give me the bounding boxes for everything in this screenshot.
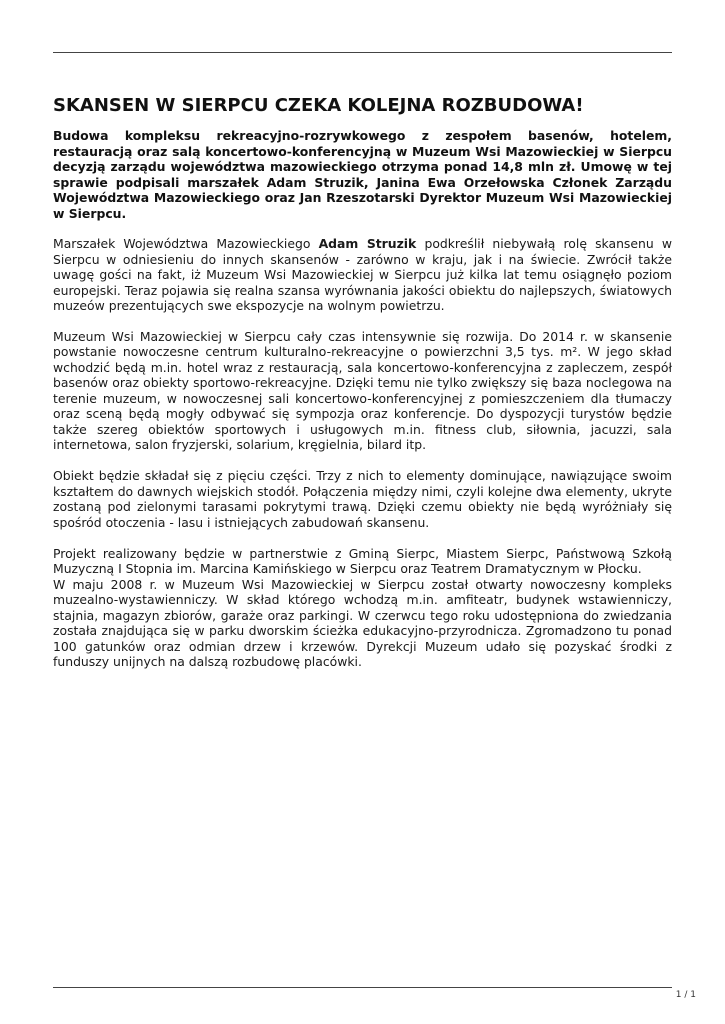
paragraph-2: Muzeum Wsi Mazowieckiej w Sierpcu cały czas intensywnie się rozwija. Do 2014 r. w skansenie powstanie nowoczesne centrum kulturalno-rekreacyjne o powierzchni 3,5 tys. m². W jego skład wchodzić będą m.in. hotel wraz z restauracją, sala koncertowo-konferencyjna z zapleczem, zespół basenów oraz obiekty sportowo-rekreacyjne. Dzięki temu nie tylko zwiększy się baza noclegowa na terenie muzeum, w nowoczesnej sali koncertowo-konferencyjnej z pomieszczeniem dla tłumaczy oraz sceną będą mogły odbywać się sympozja oraz konferencje. Do dyspozycji turystów będzie także szereg obiektów sportowych i usługowych m.in. fitness club, siłownia, jacuzzi, sala internetowa, salon fryzjerski, solarium, kręgielnia, bilard itp. [53,328,672,453]
paragraph-1 [53,236,672,314]
article-body [53,236,672,685]
article-lead: Budowa kompleksu rekreacyjno-rozrywkowego z zespołem basenów, hotelem, restauracją oraz salą koncertowo-konferencyjną w Muzeum Wsi Mazowieckiej w Sierpcu decyzją zarządu województwa mazowieckiego otrzyma ponad 14,8 mln zł. Umowę w tej sprawie podpisali marszałek Adam Struzik, Janina Ewa Orzełowska Członek Zarządu Województwa Mazowieckiego oraz Jan Rzeszotarski Dyrektor Muzeum Wsi Mazowieckiej w Sierpcu. [53,128,672,221]
document-page [53,0,672,1024]
paragraph-4: Projekt realizowany będzie w partnerstwie z Gminą Sierpc, Miastem Sierpc, Państwową Szkołą Muzyczną I Stopnia im. Marcina Kamińskiego w Sierpcu oraz Teatrem Dramatycznym w Płocku. [53,545,672,577]
article-title: SKANSEN W SIERPCU CZEKA KOLEJNA ROZBUDOWA! [53,95,584,116]
paragraph-5: W maju 2008 r. w Muzeum Wsi Mazowieckiej w Sierpcu został otwarty nowoczesny kompleks muzealno-wystawienniczy. W skład którego wchodzą m.in. amfiteatr, budynek wstawienniczy, stajnia, magazyn zbiorów, garaże oraz parkingi. W czerwcu tego roku udostępniona do zwiedzania została znajdująca się w parku dworskim ścieżka edukacyjno-przyrodnicza. Zgromadzono tu ponad 100 gatunków oraz odmian drzew i krzewów. Dyrekcji Muzeum udało się pozyskać środki z funduszy unijnych na dalszą rozbudowę placówki. [53,576,672,670]
paragraph-1-text-end: podkreślił niebywałą rolę skansenu w Sierpcu w odniesieniu do innych skansenów - zarówno w kraju, jak i na świecie. Zwrócił także uwagę gości na fakt, iż Muzeum Wsi Mazowieckiej w Sierpcu już kilka lat temu osiągnęło poziom europejski. Teraz pojawia się realna szansa wyrównania jakości obiektu do najlepszych, światowych muzeów prezentujących swe ekspozycje na wolnym powietrzu. [53,236,672,313]
paragraph-3: Obiekt będzie składał się z pięciu części. Trzy z nich to elementy dominujące, nawiązujące swoim kształtem do dawnych wiejskich stodół. Połączenia między nimi, czyli kolejne dwa elementy, ukryte zostaną pod zielonymi tarasami pokrytymi trawą. Dzięki czemu obiekty nie będą wyróżniały się spośród otoczenia - lasu i istniejących zabudowań skansenu. [53,468,672,530]
paragraph-1-text-start: Marszałek Województwa Mazowieckiego [53,236,319,251]
paragraph-1-bold-name: Adam Struzik [318,236,417,251]
page-number: 1 / 1 [675,990,696,1000]
header-rule [53,52,672,53]
footer-rule [53,987,672,988]
